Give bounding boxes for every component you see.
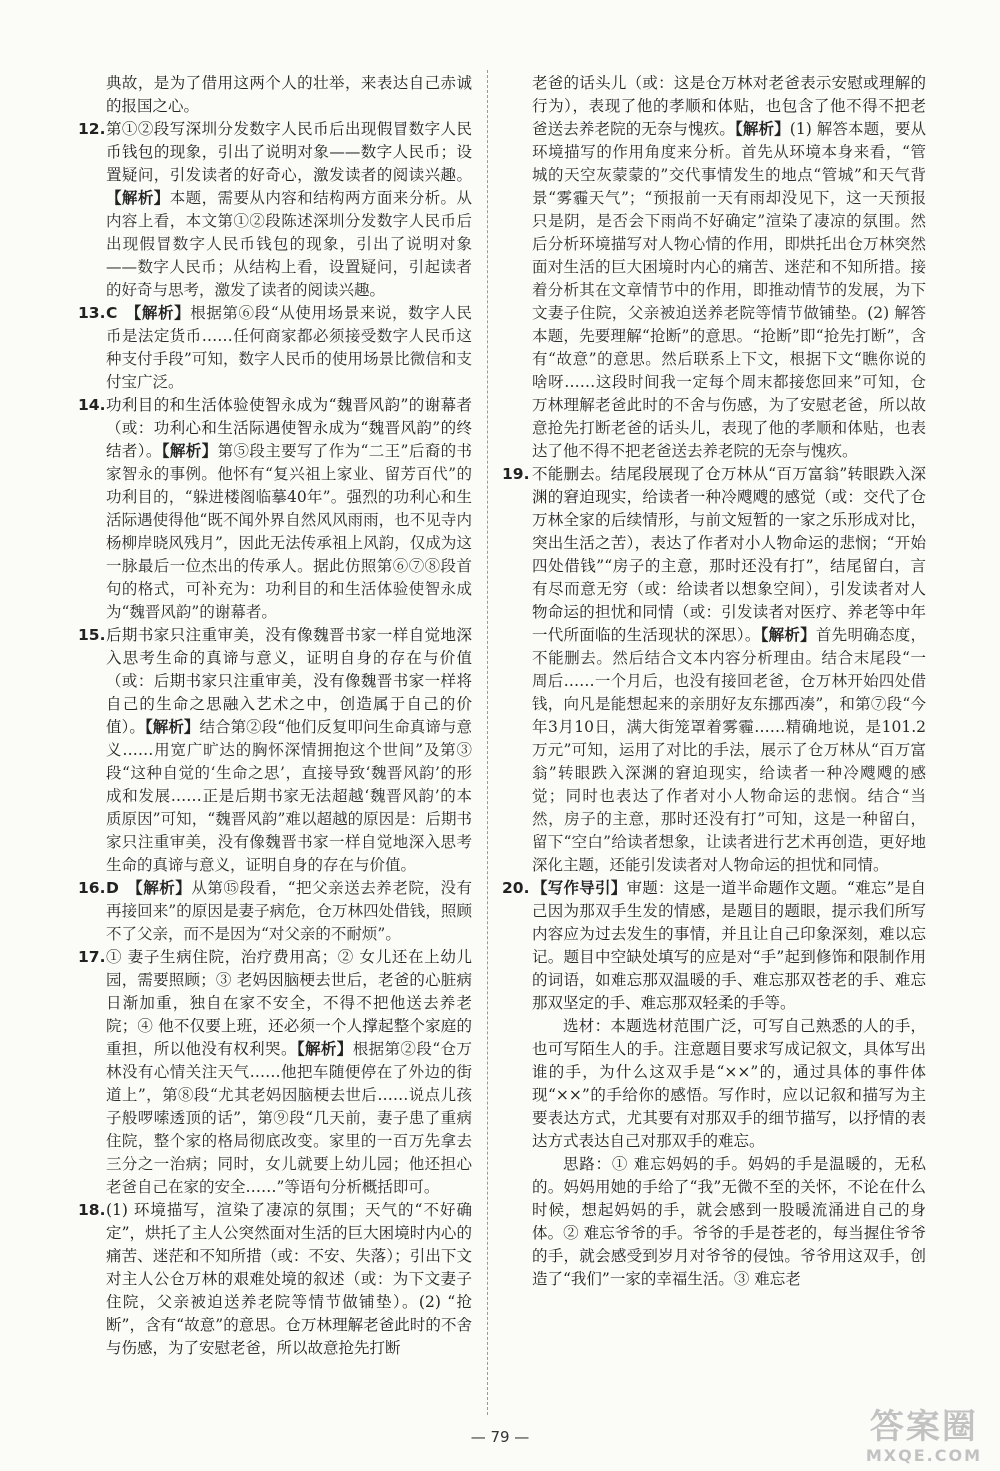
item-number: 12. (78, 120, 106, 138)
analysis-text: 从第⑮段看，“把父亲送去养老院，没有再接回来”的原因是妻子病危，仓万林四处借钱，照顾不了父亲，而不是因为“对父亲的不耐烦”。 (106, 879, 472, 943)
answer-item-18 (78, 1199, 472, 1360)
answer-text: 老爸的话头儿（或：这是仓万林对老爸表示安慰或理解的行为），表现了他的孝顺和体贴，也包含了他不得不把老爸送去养老院的无奈与愧疚。 (532, 74, 926, 138)
item-number: 14. (78, 396, 106, 414)
analysis-label: 【解析】 (126, 879, 192, 897)
analysis-label: 【解析】 (296, 1040, 353, 1058)
answer-item-19 (502, 463, 926, 877)
topic-review-text: 审题：这是一道半命题作文题。“难忘”是自己因为那双手生发的情感，是题目的题眼，提示我们所写内容应为过去发生的事情，并且让自己印象深刻，难以忘记。题目中空缺处填写的应是对“手”起到修饰和限制作用的词语，如难忘那双温暖的手、难忘那双苍老的手、难忘那双坚定的手、难忘那双轻柔的手等。 (532, 879, 926, 1012)
writing-approach-text: 思路：① 难忘妈妈的手。妈妈的手是温暖的，无私的。妈妈用她的手给了“我”无微不至的关怀，不论在什么时候，想起妈妈的手，就会感到一股暖流涌进自己的身体。② 难忘爷爷的手。爷爷的手是苍老的，每当握住爷爷的手，就会感受到岁月对爷爷的侵蚀。爷爷用这双手，创造了“我们”一家的幸福生活。③ 难忘老 (532, 1155, 926, 1288)
material-selection-text: 选材：本题选材范围广泛，可写自己熟悉的人的手，也可写陌生人的手。注意题目要求写成记叙文，具体写出谁的手，为什么这双手是“××”的，通过具体的事件体现“××”的手给你的感悟。写作时，应以记叙和描写为主要表达方式，尤其要有对那双手的细节描写，以抒情的表达方式表达自己对那双手的难忘。 (532, 1017, 926, 1150)
item-number: 18. (78, 1201, 106, 1219)
answer-item-12 (78, 118, 472, 302)
continued-answer-18 (502, 72, 926, 463)
answer-option: D (106, 879, 119, 897)
analysis-label: 【解析】 (106, 189, 170, 207)
item-number: 13. (78, 304, 106, 322)
answer-text: (1) 环境描写，渲染了凄凉的氛围；天气的“不好确定”，烘托了主人公突然面对生活的巨大困境时内心的痛苦、迷茫和不知所措（或：不安、失落）；引出下文对主人公仓万林的艰难处境的叙述（或：为下文妻子住院，父亲被迫送养老院等情节做铺垫）。(2) “抢断”，含有“故意”的意思。仓万林理解老爸此时的不舍与伤感，为了安慰老爸，所以故意抢先打断 (106, 1201, 472, 1357)
watermark-logo-text: 答案圈 (869, 1407, 978, 1447)
watermark-site: MXQE.COM (865, 1446, 982, 1465)
analysis-text: 第⑤段主要写了作为“二王”后裔的书家智永的事例。他怀有“复兴祖上家业、留芳百代”的功利目的，“躲进楼阁临摹40年”。强烈的功利心和生活际遇使得他“既不闻外界自然风风雨雨，也不见寺内杨柳岸晓风残月”，因此无法传承祖上风韵，仅成为这一脉最后一位杰出的传承人。据此仿照第⑥⑦⑧段首句的格式，可补充为：功利目的和生活体验使智永成为“魏晋风韵”的谢幕者。 (106, 442, 472, 621)
analysis-label: 【解析】 (735, 120, 790, 138)
analysis-text: 根据第②段“仓万林没有心情关注天气……他把车随便停在了外边的街道上”，第⑧段“尤其老妈因脑梗去世后……说点儿孩子般啰嗦透顶的话”，第⑨段“几天前，妻子患了重病住院，整个家的格局彻底改变。家里的一百万先拿去三分之一治病；同时，女儿就要上幼儿园；他还担心老爸自己在家的安全……”等语句分析概括即可。 (106, 1040, 472, 1196)
analysis-label: 【解析】 (125, 304, 191, 322)
answer-item-13 (78, 302, 472, 394)
writing-guide-label: 【写作导引】 (532, 879, 627, 897)
analysis-text: (1) 解答本题，要从环境描写的作用角度来分析。首先从环境本身来看，“管城的天空灰蒙蒙的”交代事情发生的地点“管城”和天气背景“雾霾天气”；“预报前一天有雨却没见下，这一天预报只是阴，是否会下雨尚不好确定”渲染了凄凉的氛围。然后分析环境描写对人物心情的作用，即烘托出仓万林突然面对生活的巨大困境时内心的痛苦、迷茫和不知所措。接着分析其在文章情节中的作用，即推动情节的发展，为下文妻子住院，父亲被迫送养老院等情节做铺垫。(2) 解答本题，先要理解“抢断”的意思。“抢断”即“抢先打断”，含有“故意”的意思。然后联系上下文，根据下文“瞧你说的啥呀……这段时间我一定每个周末都接您回来”可知，仓万林理解老爸此时的不舍与伤感，为了安慰老爸，所以故意抢先打断老爸的话头儿，表现了他的孝顺和体贴，也表达了他不得不把老爸送去养老院的无奈与愧疚。 (532, 120, 926, 460)
answer-item-15 (78, 624, 472, 877)
answer-text: 功利目的和生活体验使智永成为“魏晋风韵”的谢幕者（或：功利心和生活际遇使智永成为“魏晋风韵”的终结者）。 (106, 396, 472, 460)
watermark-logo (866, 1408, 982, 1465)
answer-option: C (106, 304, 118, 322)
answer-text: ① 妻子生病住院，治疗费用高；② 女儿还在上幼儿园，需要照顾；③ 老妈因脑梗去世后，老爸的心脏病日渐加重，独自在家不安全，不得不把他送去养老院；④ 他不仅要上班，还必须一个人撑起整个家庭的重担，所以他没有权利哭。 (106, 948, 472, 1058)
right-column (502, 72, 926, 1412)
answer-item-20 (502, 877, 926, 1291)
page-number: — 79 — (470, 1428, 530, 1446)
left-column (78, 72, 472, 1412)
item-number: 15. (78, 626, 106, 644)
item-number: 16. (78, 879, 106, 897)
item-number: 17. (78, 948, 106, 966)
analysis-label: 【解析】 (760, 626, 816, 644)
column-divider (487, 70, 488, 1415)
answer-text: 第①②段写深圳分发数字人民币后出现假冒数字人民币钱包的现象，引出了说明对象——数字人民币；设置疑问，引发读者的好奇心，激发读者的阅读兴趣。 (106, 120, 472, 184)
continued-text: 典故，是为了借用这两个人的壮举，来表达自己赤诚的报国之心。 (106, 74, 472, 115)
analysis-label: 【解析】 (161, 442, 218, 460)
analysis-label: 【解析】 (144, 718, 200, 736)
answer-item-17 (78, 946, 472, 1199)
answer-item-16 (78, 877, 472, 946)
analysis-text: 结合第②段“他们反复叩问生命真谛与意义……用宽广旷达的胸怀深情拥抱这个世间”及第③段“这种自觉的‘生命之思’，直接导致‘魏晋风韵’的形成和发展……正是后期书家无法超越‘魏晋风韵’的本质原因”可知，“魏晋风韵”难以超越的原因是：后期书家只注重审美，没有像魏晋书家一样自觉地深入思考生命的真谛与意义，证明自身的存在与价值。 (106, 718, 472, 874)
analysis-text: 首先明确态度，不能删去。然后结合文本内容分析理由。结合末尾段“一周后……一个月后，也没有接回老爸，仓万林开始四处借钱，向凡是能想起来的亲朋好友东挪西凑”，和第⑦段“今年3月10日，满大街笼罩着雾霾……精确地说，是101.2万元”可知，运用了对比的手法，展示了仓万林从“百万富翁”转眼跌入深渊的窘迫现实，给读者一种冷飕飕的感觉；同时也表达了作者对小人物命运的悲悯。结合“当然，房子的主意，那时还没有打”可知，这是一种留白，留下“空白”给读者想象，让读者进行艺术再创造，更好地深化主题，还能引发读者对人物命运的担忧和同情。 (532, 626, 926, 874)
item-number: 20. (502, 879, 530, 897)
answer-text: 后期书家只注重审美，没有像魏晋书家一样自觉地深入思考生命的真谛与意义，证明自身的存在与价值（或：后期书家只注重审美，没有像魏晋书家一样将自己的生命之思融入艺术之中，创造属于自己的价值）。 (106, 626, 472, 736)
analysis-text: 本题，需要从内容和结构两方面来分析。从内容上看，本文第①②段陈述深圳分发数字人民币后出现假冒数字人民币钱包的现象，引出了说明对象——数字人民币；从结构上看，设置疑问，引起读者的好奇与思考，激发了读者的阅读兴趣。 (106, 189, 472, 299)
analysis-text: 根据第⑥段“从使用场景来说，数字人民币是法定货币……任何商家都必须接受数字人民币这种支付手段”可知，数字人民币的使用场景比微信和支付宝广泛。 (106, 304, 472, 391)
item-number: 19. (502, 465, 530, 483)
answer-text: 不能删去。结尾段展现了仓万林从“百万富翁”转眼跌入深渊的窘迫现实，给读者一种冷飕飕的感觉（或：交代了仓万林全家的后续情形，与前文短暂的一家之乐形成对比，突出生活之苦），表达了作者对小人物命运的悲悯；“开始四处借钱”“房子的主意，那时还没有打”，结尾留白，言有尽而意无穷（或：给读者以想象空间），引发读者对人物命运的担忧和同情（或：引发读者对医疗、养老等中年一代所面临的生活现状的深思）。 (532, 465, 926, 644)
answer-item-14 (78, 394, 472, 624)
